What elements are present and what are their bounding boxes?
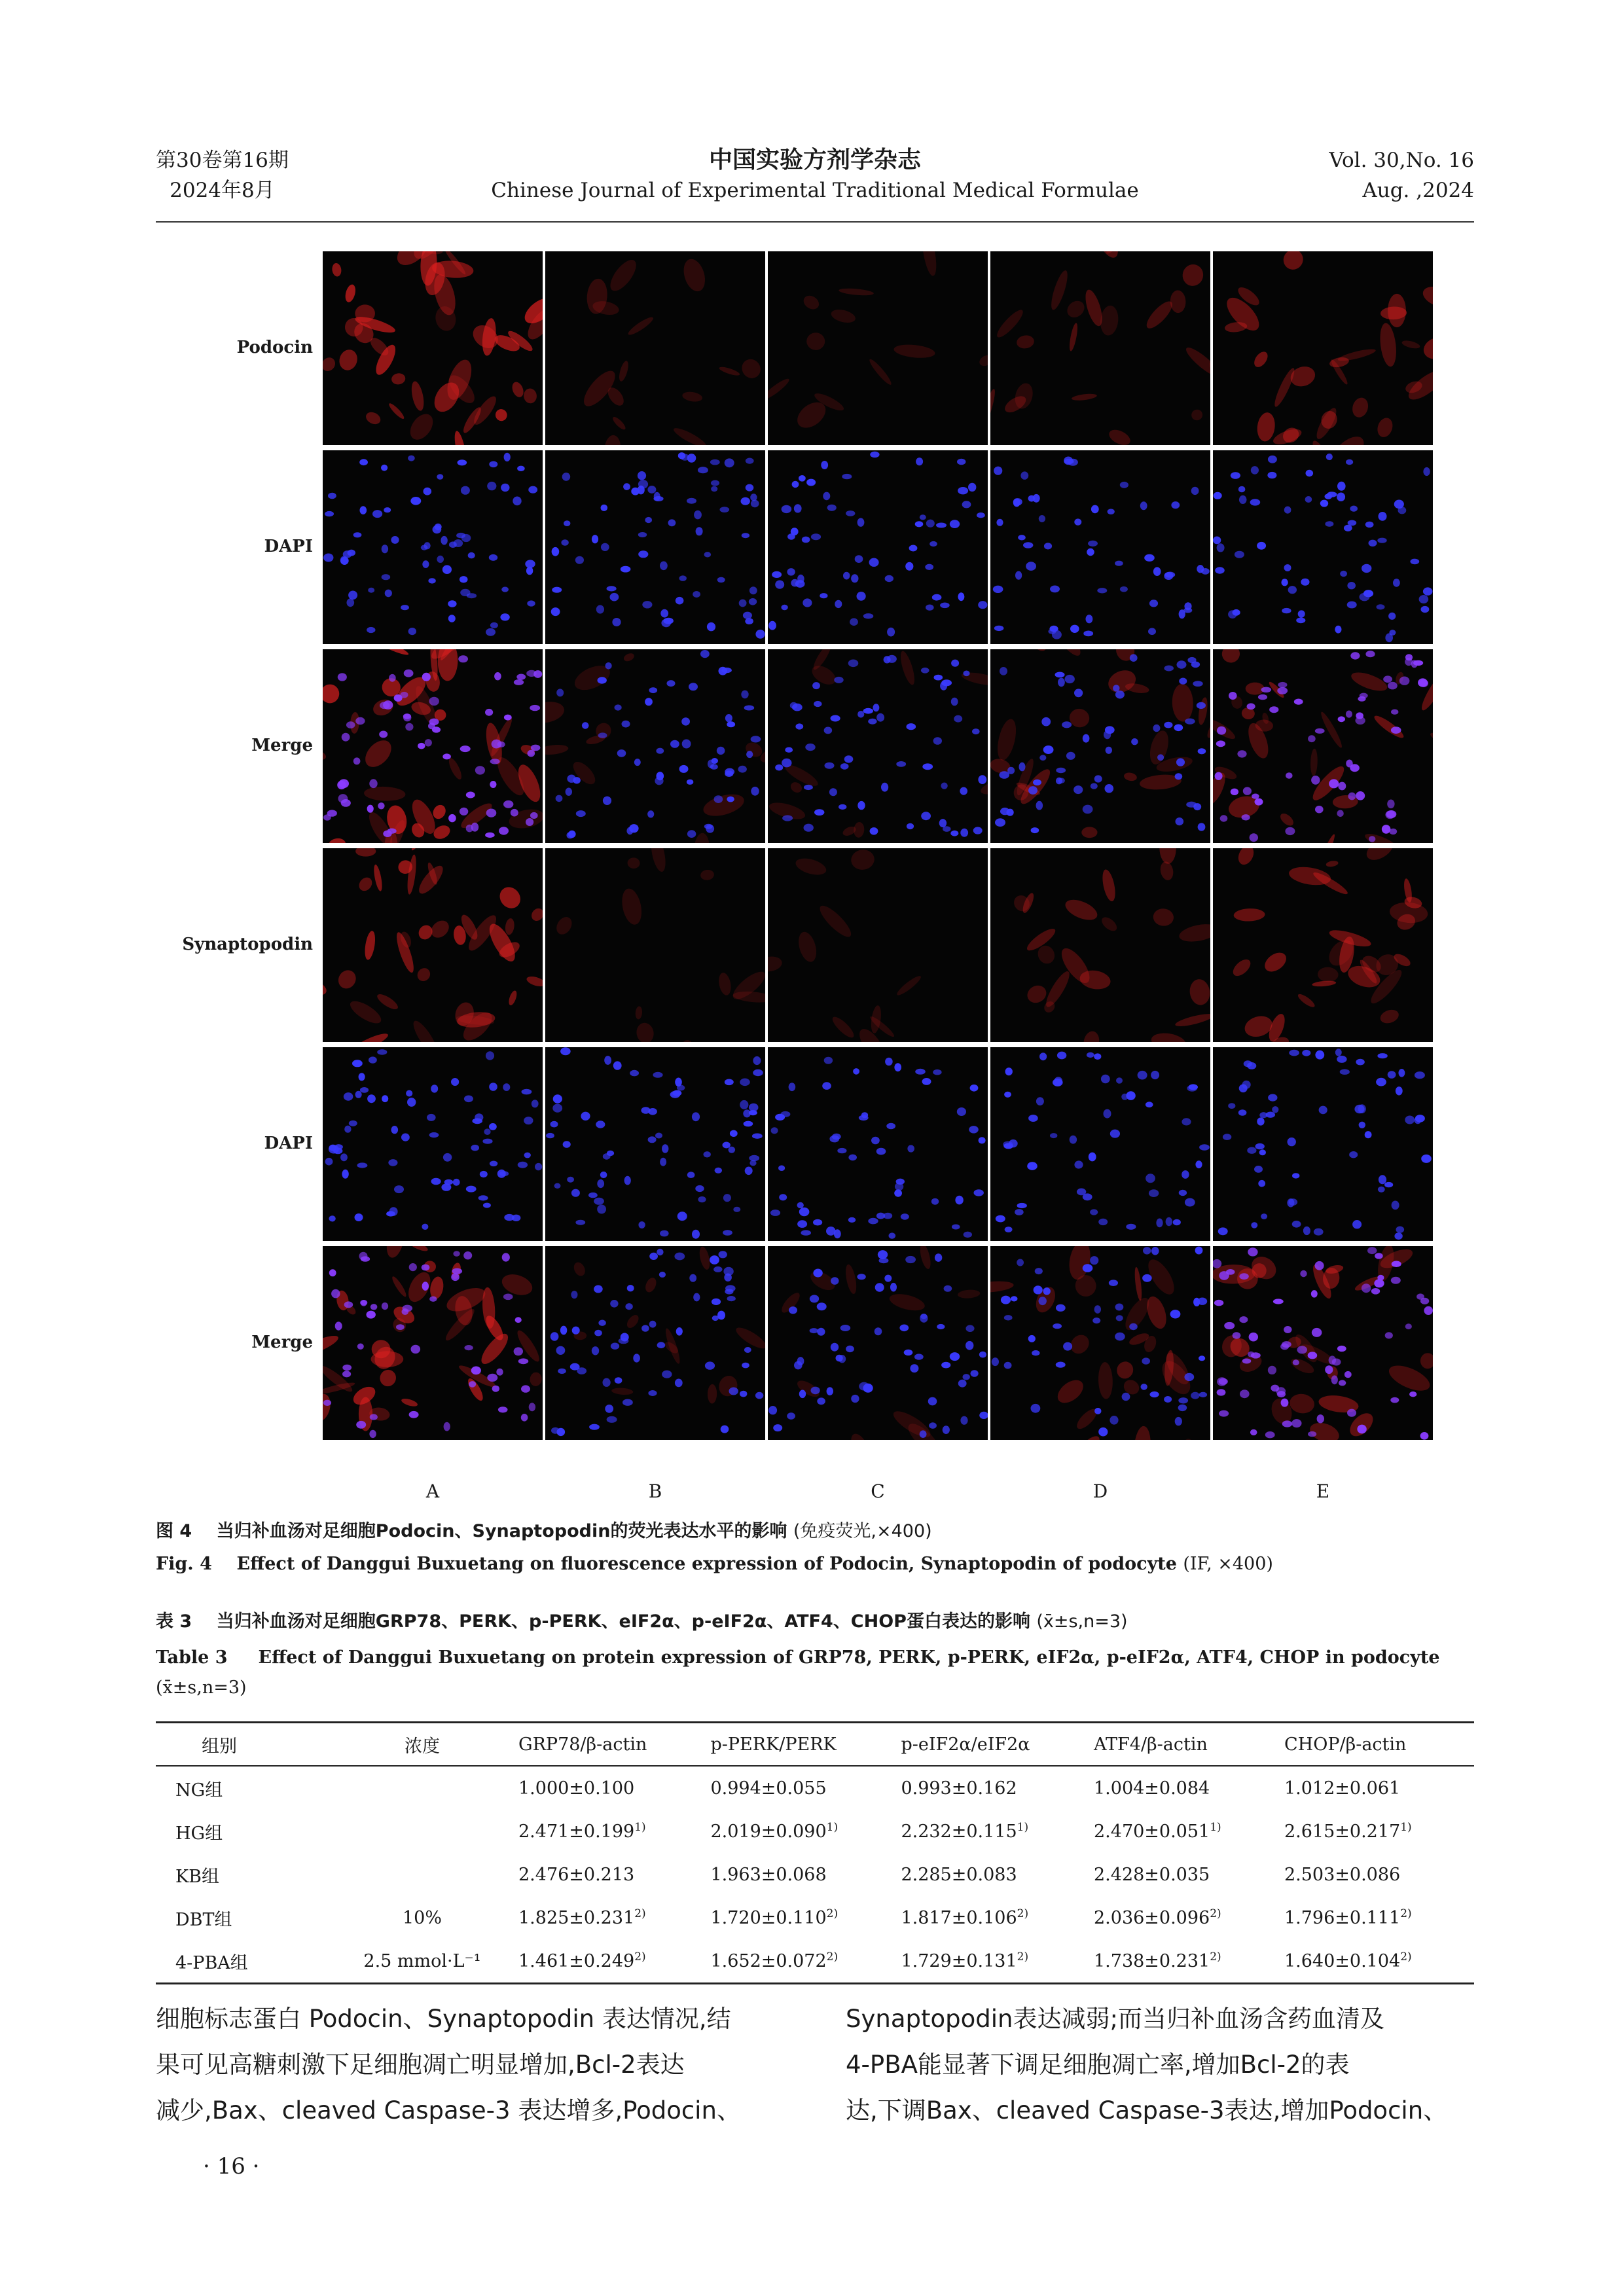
body-text-line: 达,下调Bax、cleaved Caspase-3表达,增加Podocin、 xyxy=(846,2096,1448,2125)
page-number: · 16 · xyxy=(203,2153,260,2179)
date-en: Aug. ,2024 xyxy=(1362,179,1474,202)
fluorescence-panel xyxy=(545,1047,765,1241)
figure-row-label: Podocin xyxy=(236,338,313,357)
value-cell: $1.796\pm 0.111^{2)}$ xyxy=(1284,1907,1412,1928)
significance-mark: 1) xyxy=(1210,1821,1221,1834)
figure-row-label: DAPI xyxy=(264,1134,313,1153)
significance-mark: 1) xyxy=(1017,1821,1029,1834)
body-text-line: 细胞标志蛋白 Podocin、Synaptopodin 表达情况,结 xyxy=(156,2005,731,2033)
fluorescence-panel xyxy=(323,450,543,644)
figure-column-label: E xyxy=(1316,1480,1330,1502)
value-cell: 2.428±0.035 xyxy=(1094,1864,1210,1885)
table-row xyxy=(156,1766,1474,1810)
journal-title xyxy=(156,145,1474,206)
value-cell: $1.729\pm 0.131^{2)}$ xyxy=(900,1939,1093,1984)
body-text-line: 减少,Bax、cleaved Caspase-3 表达增多,Podocin、 xyxy=(156,2096,741,2125)
value-cell: 2.476±0.213 xyxy=(518,1864,635,1885)
value-cell: 1.000±0.100 xyxy=(518,1778,635,1799)
table-title-zh: 当归补血汤对足细胞GRP78、PERK、p-PERK、eIF2α、p-eIF2α、ATF4、CHOP蛋白表达的影响 xyxy=(216,1611,1030,1632)
figure-4 xyxy=(156,245,1474,1515)
fluorescence-panel xyxy=(990,1047,1210,1241)
concentration-cell xyxy=(327,1766,518,1810)
table-note-en: (x̄±s,n=3) xyxy=(156,1677,247,1698)
concentration-cell: 2.5 mmol·L⁻¹ xyxy=(327,1939,518,1984)
fluorescence-panel xyxy=(990,848,1210,1042)
table-label-en: Table 3 xyxy=(156,1647,228,1668)
concentration-cell xyxy=(327,1810,518,1853)
fluorescence-panel xyxy=(768,649,988,843)
fluorescence-panel xyxy=(545,450,765,644)
table-caption-zh xyxy=(156,1609,1474,1635)
table-body xyxy=(156,1766,1474,1984)
table-header-cell: p-PERK/PERK xyxy=(710,1723,900,1767)
header-rule xyxy=(156,221,1474,223)
date-zh: 2024年8月 xyxy=(170,179,275,202)
table-header-cell: 浓度 xyxy=(327,1723,518,1767)
fluorescence-panel xyxy=(990,450,1210,644)
body-text-right-column xyxy=(846,1996,1474,2134)
value-cell: $1.720\pm 0.110^{2)}$ xyxy=(710,1907,839,1928)
table-label-zh: 表 3 xyxy=(156,1611,192,1632)
fluorescence-panel xyxy=(1213,251,1433,445)
fluorescence-panel xyxy=(1213,1047,1433,1241)
value-cell: $1.640\pm 0.104^{2)}$ xyxy=(1284,1939,1474,1984)
volume-issue-en: Vol. 30,No. 16 xyxy=(1329,149,1474,172)
significance-mark: 2) xyxy=(1017,1950,1029,1964)
fluorescence-panel xyxy=(990,649,1210,843)
figure-column-label: B xyxy=(648,1480,662,1502)
figure-caption-en xyxy=(156,1551,1474,1577)
group-cell: KB组 xyxy=(175,1866,220,1887)
table-row xyxy=(156,1810,1474,1853)
fluorescence-panel xyxy=(1213,649,1433,843)
significance-mark: 2) xyxy=(1400,1907,1412,1920)
journal-header xyxy=(156,145,1474,223)
figure-column-label: A xyxy=(425,1480,440,1502)
significance-mark: 2) xyxy=(1210,1950,1221,1964)
significance-mark: 2) xyxy=(826,1950,839,1964)
value-cell: 2.503±0.086 xyxy=(1284,1864,1401,1885)
value-cell: $1.817\pm 0.106^{2)}$ xyxy=(901,1907,1029,1928)
value-cell: $2.232\pm 0.115^{1)}$ xyxy=(901,1821,1029,1842)
table-row xyxy=(156,1896,1474,1939)
group-cell: HG组 xyxy=(175,1823,223,1844)
value-cell: $2.036\pm 0.096^{2)}$ xyxy=(1094,1907,1221,1928)
value-cell: $2.470\pm 0.051^{1)}$ xyxy=(1094,1821,1221,1842)
fluorescence-panel xyxy=(768,1047,988,1241)
fluorescence-panel xyxy=(768,450,988,644)
value-cell: 2.285±0.083 xyxy=(901,1864,1017,1885)
table-header-cell: p-eIF2α/eIF2α xyxy=(900,1723,1093,1767)
significance-mark: 2) xyxy=(826,1907,839,1920)
figure-row-label: Synaptopodin xyxy=(182,935,313,954)
value-cell: $2.615\pm 0.217^{1)}$ xyxy=(1284,1821,1412,1842)
body-text-left-column xyxy=(156,1996,784,2134)
significance-mark: 2) xyxy=(1210,1907,1221,1920)
fluorescence-panel xyxy=(768,251,988,445)
body-text-line: 4-PBA能显著下调足细胞凋亡率,增加Bcl-2的表 xyxy=(846,2051,1350,2079)
group-cell: DBT组 xyxy=(175,1909,232,1930)
figure-column-label: C xyxy=(871,1480,885,1502)
group-cell: 4-PBA组 xyxy=(156,1939,327,1984)
significance-mark: 2) xyxy=(634,1907,646,1920)
table-row xyxy=(156,1939,1474,1984)
value-cell: 1.012±0.061 xyxy=(1284,1778,1401,1799)
significance-mark: 1) xyxy=(826,1821,839,1834)
table-header-row xyxy=(156,1723,1474,1767)
fluorescence-panel xyxy=(990,1246,1210,1440)
issue-info-en xyxy=(1329,145,1474,206)
table-title-en: Effect of Danggui Buxuetang on protein expression of GRP78, PERK, p-PERK, eIF2α, p-eIF2α, ATF4, CHOP in podocyte xyxy=(258,1647,1440,1668)
value-cell: 1.963±0.068 xyxy=(710,1864,827,1885)
journal-title-en: Chinese Journal of Experimental Traditional Medical Formulae xyxy=(491,179,1139,202)
table-header-cell: ATF4/β-actin xyxy=(1093,1723,1284,1767)
fluorescence-panel xyxy=(323,251,543,445)
journal-title-zh: 中国实验方剂学杂志 xyxy=(708,147,921,173)
figure-label-zh: 图 4 xyxy=(156,1521,192,1541)
value-cell: 0.993±0.162 xyxy=(901,1778,1017,1799)
fluorescence-panel xyxy=(323,848,543,1042)
significance-mark: 1) xyxy=(634,1821,646,1834)
table-caption-en xyxy=(156,1643,1474,1703)
body-text-line: Synaptopodin表达减弱;而当归补血汤含药血清及 xyxy=(846,2005,1384,2033)
figure-title-zh: 当归补血汤对足细胞Podocin、Synaptopodin的荧光表达水平的影响 xyxy=(216,1521,787,1541)
figure-caption-zh xyxy=(156,1518,1474,1545)
table-header-cell: GRP78/β-actin xyxy=(518,1723,710,1767)
fluorescence-panel xyxy=(545,649,765,843)
table-header-cell: 组别 xyxy=(156,1723,327,1767)
fluorescence-panel xyxy=(768,848,988,1042)
value-cell: $2.471\pm 0.199^{1)}$ xyxy=(518,1821,646,1842)
figure-note-en: (IF, ×400) xyxy=(1183,1554,1273,1574)
fluorescence-panel xyxy=(545,848,765,1042)
fluorescence-panel xyxy=(323,1246,543,1440)
fluorescence-panel xyxy=(323,1047,543,1241)
table-3 xyxy=(156,1721,1474,1984)
fluorescence-panel xyxy=(990,251,1210,445)
fluorescence-panel xyxy=(1213,1246,1433,1440)
figure-column-label: D xyxy=(1092,1480,1108,1502)
table-row xyxy=(156,1853,1474,1896)
figure-row-label: Merge xyxy=(251,1333,313,1352)
value-cell: 1.004±0.084 xyxy=(1094,1778,1210,1799)
figure-label-en: Fig. 4 xyxy=(156,1554,212,1574)
figure-row-label: Merge xyxy=(251,736,313,755)
fluorescence-panel xyxy=(768,1246,988,1440)
value-cell: $1.461\pm 0.249^{2)}$ xyxy=(518,1939,710,1984)
concentration-cell xyxy=(327,1853,518,1896)
value-cell: $2.019\pm 0.090^{1)}$ xyxy=(710,1821,839,1842)
figure-title-en: Effect of Danggui Buxuetang on fluorescence expression of Podocin, Synaptopodin of podocyte xyxy=(236,1554,1177,1574)
value-cell: $1.652\pm 0.072^{2)}$ xyxy=(710,1939,900,1984)
value-cell: $1.738\pm 0.231^{2)}$ xyxy=(1093,1939,1284,1984)
body-text-line: 果可见高糖刺激下足细胞凋亡明显增加,Bcl-2表达 xyxy=(156,2051,685,2079)
value-cell: 0.994±0.055 xyxy=(710,1778,827,1799)
significance-mark: 2) xyxy=(634,1950,646,1964)
fluorescence-panel xyxy=(323,649,543,843)
fluorescence-panel xyxy=(1213,450,1433,644)
significance-mark: 1) xyxy=(1400,1821,1412,1834)
figure-note-zh: (免疫荧光,×400) xyxy=(793,1521,932,1541)
significance-mark: 2) xyxy=(1017,1907,1029,1920)
fluorescence-panel xyxy=(545,251,765,445)
fluorescence-panel xyxy=(1213,848,1433,1042)
figure-row-label: DAPI xyxy=(264,537,313,556)
significance-mark: 2) xyxy=(1400,1950,1412,1964)
table-header-cell: CHOP/β-actin xyxy=(1284,1723,1474,1767)
concentration-cell: 10% xyxy=(402,1907,442,1928)
fluorescence-panel xyxy=(545,1246,765,1440)
group-cell: NG组 xyxy=(175,1780,223,1801)
value-cell: $1.825\pm 0.231^{2)}$ xyxy=(518,1907,646,1928)
volume-issue-zh: 第30卷第16期 xyxy=(156,149,289,172)
table-note-zh: (x̄±s,n=3) xyxy=(1036,1611,1128,1632)
